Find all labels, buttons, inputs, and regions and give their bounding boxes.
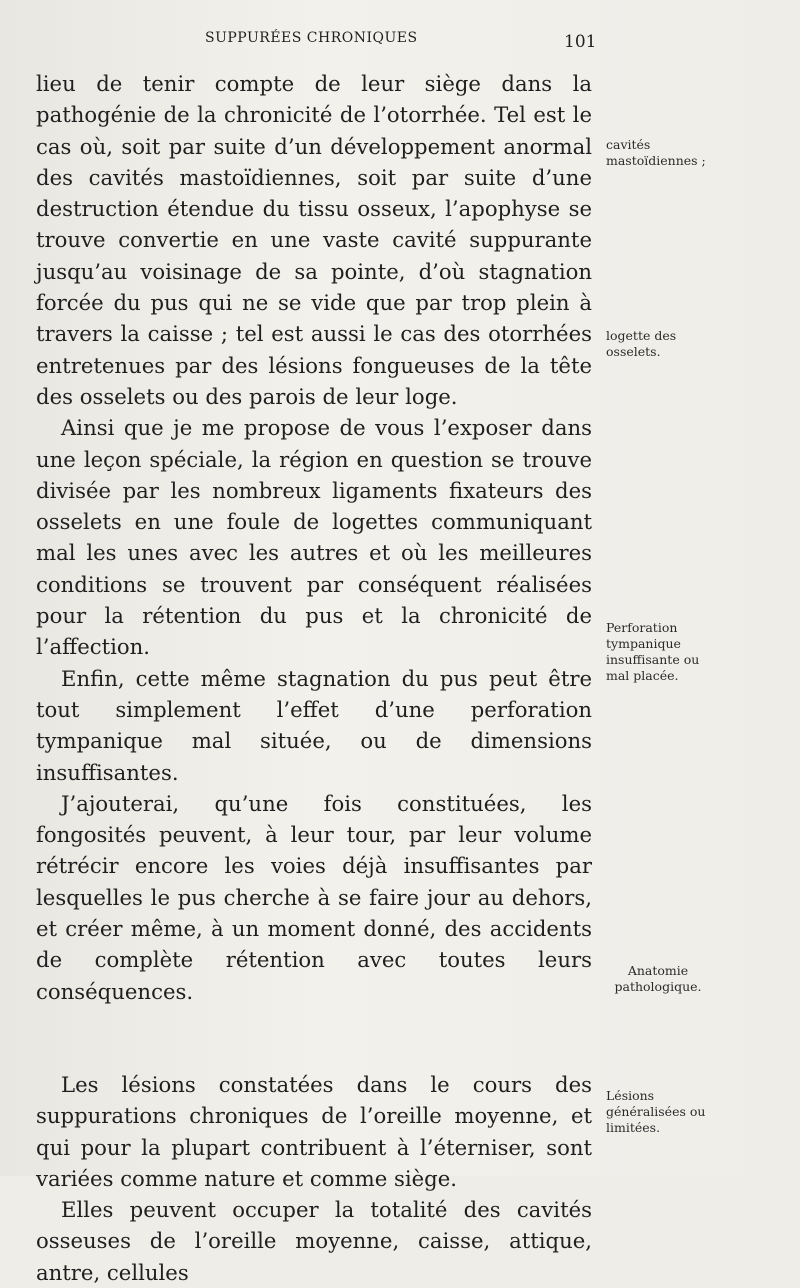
page-number: 101	[564, 32, 597, 52]
paragraph-1: lieu de tenir compte de leur siège dans la pathogénie de la chronicité de l’otorrhée. Tel est le cas où, soit par suite d’un développement anormal des cavités mastoïdiennes, soit par suite d’une destruction étendue du tissu osseux, l’apophyse se trouve convertie en une vaste cavité suppurante jusqu’au voisinage de sa pointe, d’où stagnation forcée du pus qui ne se vide que par trop plein à travers la caisse ; tel est aussi le cas des otorrhées entretenues par des lésions fongueuses de la tête des osselets ou des parois de leur loge.	[36, 71, 592, 409]
margin-note-lesions: Lésions généralisées ou limitées.	[606, 1088, 706, 1135]
paragraph-3: Enfin, cette même stagnation du pus peut être tout simplement l’effet d’une perforation tympanique mal située, ou de dimensions insuffisantes.	[36, 665, 592, 785]
margin-note-anatomy: Anatomie pathologique.	[614, 963, 702, 994]
paragraph-5: Les lésions constatées dans le cours des suppurations chroniques de l’oreille moyenne, et qui pour la plupart contribuent à l’éterniser, sont variées comme nature et comme siège.	[36, 1071, 592, 1191]
margin-note-perforation: Perforation tympanique insuffisante ou mal placée.	[606, 620, 700, 683]
margin-note-mastoid: cavités mastoïdiennes ;	[606, 137, 706, 168]
body-text	[36, 68, 592, 1288]
margin-note-ossicles: logette des osselets.	[606, 328, 677, 359]
paragraph-4: J’ajouterai, qu’une fois constituées, les fongosités peuvent, à leur tour, par leur volume rétrécir encore les voies déjà insuffisantes par lesquelles le pus cherche à se faire jour au dehors, et créer même, à un moment donné, des accidents de complète rétention avec toutes leurs conséquences.	[36, 790, 592, 1004]
paragraph-6: Elles peuvent occuper la totalité des cavités osseuses de l’oreille moyenne, caisse, attique, antre, cellules	[36, 1197, 592, 1285]
paragraph-2: Ainsi que je me propose de vous l’exposer dans une leçon spéciale, la région en question se trouve divisée par les nombreux ligaments fixateurs des osselets en une foule de logettes communiquant mal les unes avec les autres et où les meilleures conditions se trouvent par conséquent réalisées pour la rétention du pus et la chronicité de l’affection.	[36, 415, 592, 660]
running-head: SUPPURÉES CHRONIQUES	[205, 30, 418, 46]
